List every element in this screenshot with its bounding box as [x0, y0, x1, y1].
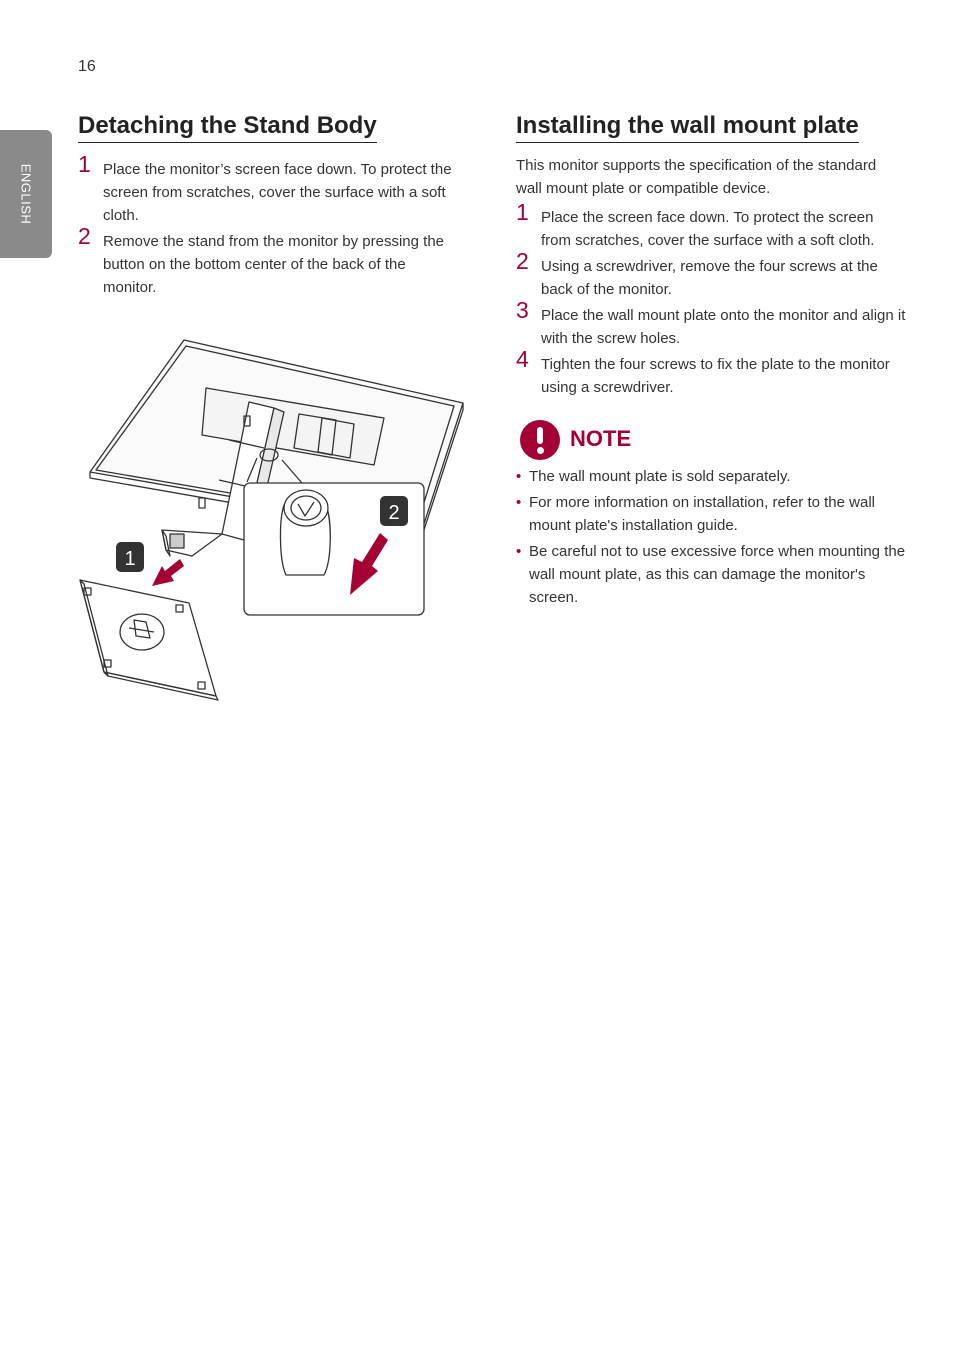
- step-number: 1: [516, 199, 529, 225]
- language-tab: [0, 130, 52, 258]
- stand-base: [80, 580, 218, 700]
- list-item: [516, 346, 906, 399]
- callout-badge-2: [380, 496, 408, 526]
- callout-1-label: 1: [124, 548, 136, 570]
- language-tab-label: ENGLISH: [18, 163, 34, 225]
- step-text: Remove the stand from the monitor by pressing the button on the bottom center of the back of the monitor.: [103, 233, 445, 296]
- step-number: 1: [78, 151, 91, 177]
- list-item: • For more information on installation, refer to the wall mount plate's installation guide.: [516, 491, 906, 537]
- step-text: Place the screen face down. To protect the screen from scratches, cover the surface with a soft cloth.: [541, 209, 875, 249]
- list-item: • Be careful not to use excessive force when mounting the wall mount plate, as this can damage the monitor's screen.: [516, 540, 906, 609]
- wall-mount-steps: [516, 199, 906, 402]
- wall-mount-title: Installing the wall mount plate: [516, 112, 859, 143]
- list-item: [78, 223, 462, 299]
- step-number: 4: [516, 346, 529, 372]
- list-item: • The wall mount plate is sold separately.: [516, 465, 906, 488]
- list-item: [78, 151, 462, 227]
- callout-2-label: 2: [388, 502, 400, 524]
- detaching-steps: [78, 151, 462, 302]
- step-number: 2: [78, 223, 91, 249]
- wall-mount-intro: This monitor supports the specification of the standard wall mount plate or compatible device.: [516, 157, 877, 197]
- arrow-1-icon: [152, 559, 184, 586]
- step-number: 2: [516, 248, 529, 274]
- stand-detach-illustration: [74, 330, 474, 705]
- step-text: Place the monitor’s screen face down. To protect the screen from scratches, cover the surface with a soft cloth.: [103, 161, 452, 224]
- step-text: Tighten the four screws to fix the plate to the monitor using a screwdriver.: [541, 356, 890, 396]
- step-text: Place the wall mount plate onto the monitor and align it with the screw holes.: [541, 307, 906, 347]
- step-text: Using a screwdriver, remove the four screws at the back of the monitor.: [541, 258, 878, 298]
- page-number: 16: [78, 58, 96, 75]
- list-item: [516, 199, 906, 252]
- note-label: NOTE: [570, 426, 632, 451]
- step-number: 3: [516, 297, 529, 323]
- list-item: [516, 297, 906, 350]
- list-item: [516, 248, 906, 301]
- callout-badge-1: [116, 542, 144, 572]
- detaching-stand-title: Detaching the Stand Body: [78, 112, 377, 143]
- note-list: [516, 465, 906, 612]
- exclamation-icon: [520, 420, 560, 460]
